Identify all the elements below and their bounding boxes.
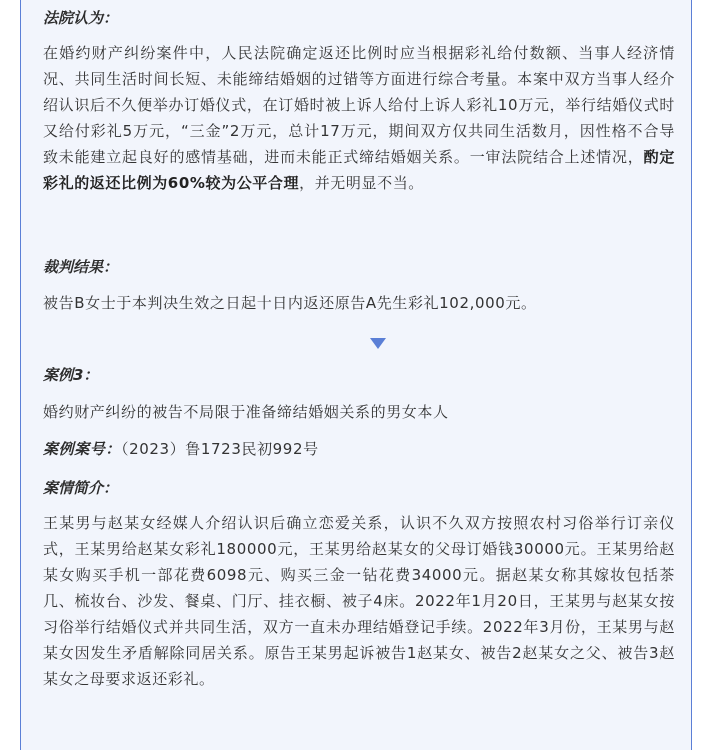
case-summary-text: 王某男与赵某女经媒人介绍认识后确立恋爱关系，认识不久双方按照农村习俗举行订亲仪式，王某男给赵某女彩礼180000元，王某男给赵某女的父母订婚钱30000元。王某男给赵某女购买手机一部花费6098元、购买三金一钻花费34000元。据赵某女称其嫁妆包括茶几、梳妆台、沙发、餐桌、门厅、挂衣橱、被子4床。2022年1月20日，王某男与赵某女按习俗举行结婚仪式并共同生活，双方一直未办理结婚登记手续。2022年3月份，王某男与赵某女因发生矛盾解除同居关系。原告王某男起诉被告1赵某女、被告2赵某女之父、被告3赵某女之母要求返还彩礼。 — [43, 514, 675, 688]
content-panel — [20, 0, 692, 750]
case-number-value: （2023）鲁1723民初992号 — [121, 440, 319, 458]
judgment-result-text: 被告B女士于本判决生效之日起十日内返还原告A先生彩礼102,000元。 — [43, 294, 537, 312]
case3-title: 婚约财产纠纷的被告不局限于准备缔结婚姻关系的男女本人 — [43, 403, 449, 421]
case-summary-heading: 案情简介： — [43, 479, 119, 497]
court-opinion-text-a: 在婚约财产纠纷案件中，人民法院确定返还比例时应当根据彩礼给付数额、当事人经济情况、共同生活时间长短、未能缔结婚姻的过错等方面进行综合考量。本案中双方当事人经介绍认识后不久便举办订婚仪式，在订婚时被上诉人给付上诉人彩礼10万元，举行结婚仪式时又给付彩礼5万元，“三金”2万元，总计17万元，期间双方仅共同生活数月，因性格不合导致未能建立起良好的感情基础，进而未能正式缔结婚姻关系。一审法院结合上述情况， — [43, 44, 675, 166]
judgment-result-heading: 裁判结果： — [43, 258, 119, 276]
court-opinion-text — [43, 40, 675, 196]
court-opinion-heading: 法院认为： — [43, 9, 119, 27]
triangle-down-icon — [370, 338, 386, 349]
court-opinion-text-b: ，并无明显不当。 — [299, 174, 424, 192]
court-opinion-text-bold: 酌定彩礼的返还比例为60%较为公平合理 — [43, 148, 675, 192]
case-number-label: 案例案号： — [43, 440, 122, 458]
case-number — [43, 436, 675, 462]
case3-heading: 案例3： — [43, 366, 99, 384]
